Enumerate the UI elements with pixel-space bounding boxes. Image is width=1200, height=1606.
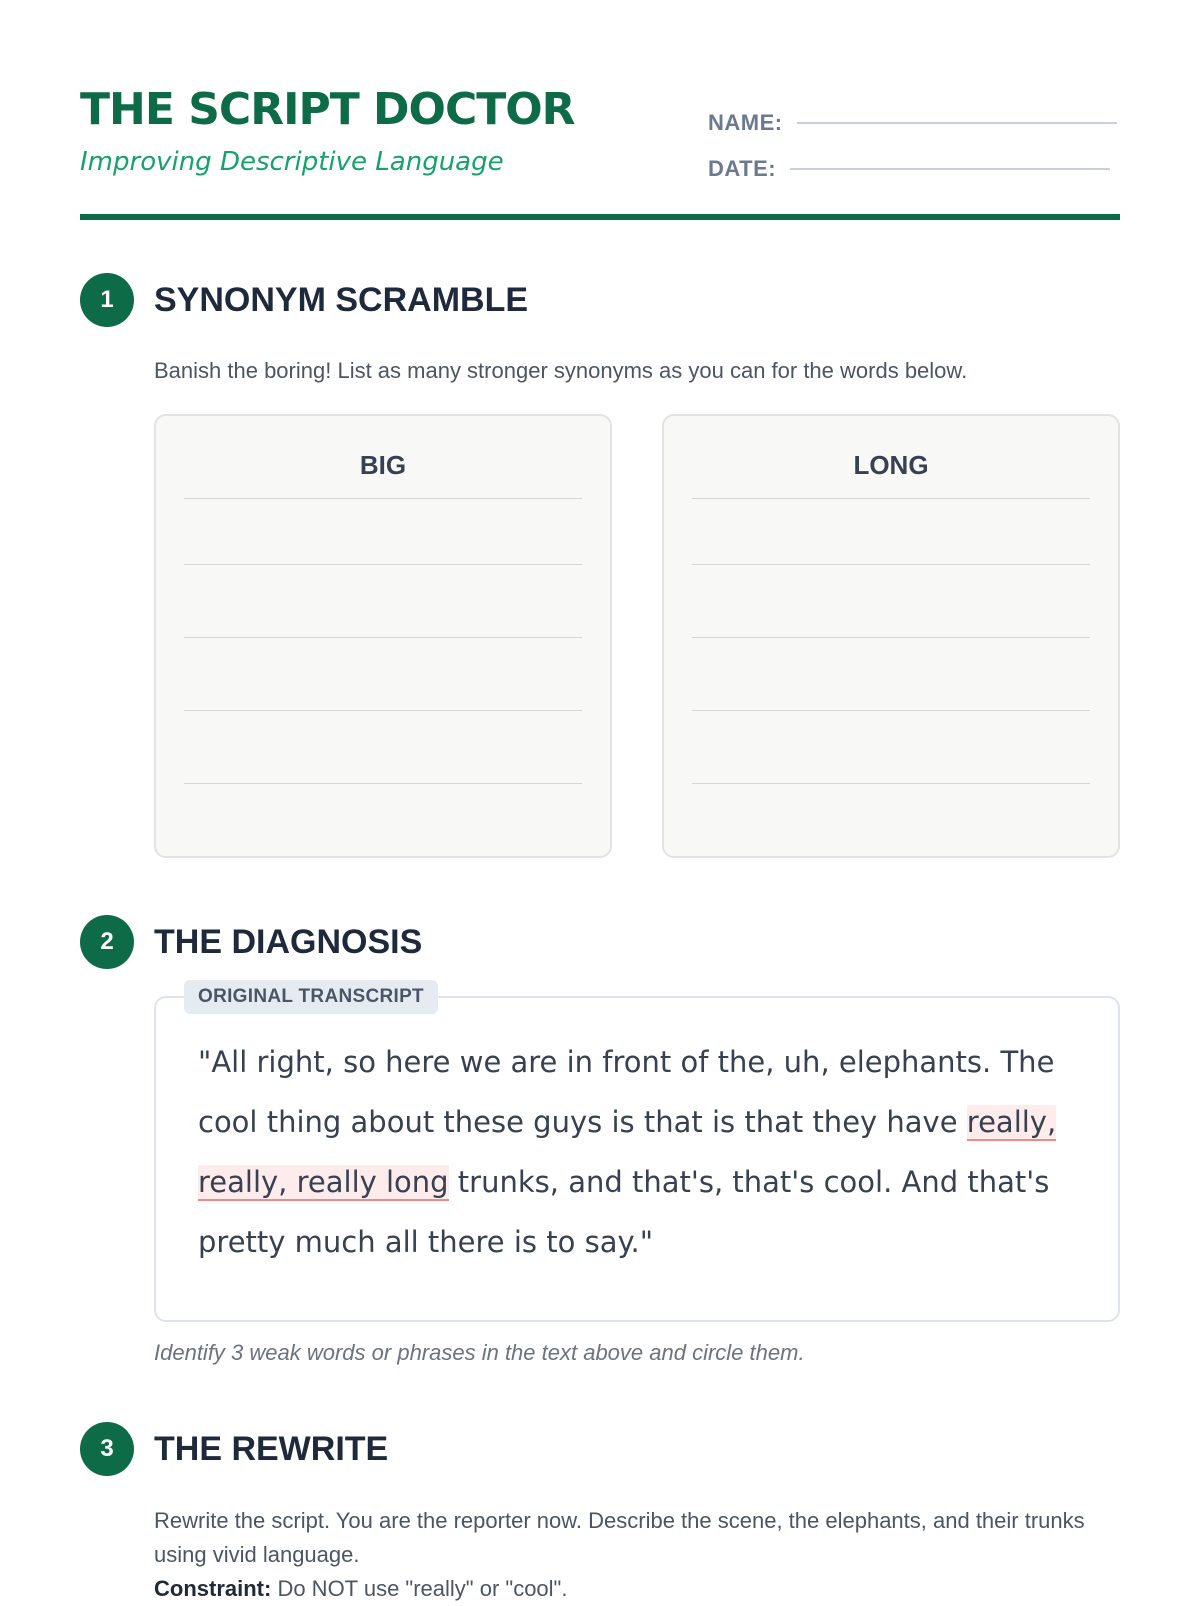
section-1-title: SYNONYM SCRAMBLE bbox=[154, 280, 529, 319]
writing-line bbox=[692, 710, 1090, 711]
synonym-word-long: LONG bbox=[853, 450, 929, 480]
worksheet-header bbox=[80, 80, 1120, 220]
transcript-label: ORIGINAL TRANSCRIPT bbox=[184, 980, 438, 1014]
writing-line bbox=[184, 710, 582, 711]
section-2-heading bbox=[80, 915, 422, 969]
writing-line bbox=[184, 637, 582, 638]
section-3-title: THE REWRITE bbox=[154, 1429, 389, 1468]
rewrite-constraint bbox=[154, 1572, 1120, 1606]
transcript-text-end: trunks, and that's, that's cool. And that's pretty much all there is to say." bbox=[198, 1165, 1050, 1259]
writing-line bbox=[692, 856, 1090, 857]
writing-line bbox=[184, 856, 582, 857]
transcript-text bbox=[198, 1032, 1058, 1272]
name-line bbox=[797, 122, 1117, 124]
constraint-text: Do NOT use "really" or "cool". bbox=[271, 1576, 568, 1601]
transcript-highlight: really, really, really long bbox=[198, 1105, 1057, 1199]
synonym-box-long bbox=[662, 414, 1120, 858]
writing-line bbox=[692, 498, 1090, 499]
worksheet-page bbox=[80, 0, 1120, 1600]
section-1-instruction: Banish the boring! List as many stronger synonyms as you can for the words below. bbox=[154, 358, 968, 383]
writing-line bbox=[692, 783, 1090, 784]
synonym-box-big bbox=[154, 414, 612, 858]
date-label: DATE: bbox=[708, 156, 777, 181]
name-field bbox=[708, 110, 1117, 136]
date-field bbox=[708, 156, 1110, 182]
date-line bbox=[790, 168, 1110, 170]
diagnosis-note: Identify 3 weak words or phrases in the text above and circle them. bbox=[154, 1340, 805, 1365]
worksheet-title: THE SCRIPT DOCTOR bbox=[80, 84, 575, 135]
rewrite-instruction-text: Rewrite the script. You are the reporter now. Describe the scene, the elephants, and their trunks using vivid language. bbox=[154, 1508, 1085, 1567]
writing-line bbox=[184, 498, 582, 499]
section-3-number-badge: 3 bbox=[80, 1422, 134, 1476]
writing-line bbox=[184, 564, 582, 565]
name-label: NAME: bbox=[708, 110, 783, 135]
writing-line bbox=[184, 783, 582, 784]
worksheet-subtitle: Improving Descriptive Language bbox=[80, 147, 504, 177]
section-1-number-badge: 1 bbox=[80, 273, 134, 327]
transcript-box bbox=[154, 986, 1120, 1322]
constraint-label: Constraint: bbox=[154, 1576, 272, 1601]
transcript-text-start: "All right, so here we are in front of the, uh, elephants. The cool thing about these guys is that is that they have bbox=[198, 1045, 1055, 1139]
section-3-heading bbox=[80, 1422, 388, 1476]
section-2-number-badge: 2 bbox=[80, 915, 134, 969]
section-1-heading bbox=[80, 273, 528, 327]
synonym-word-big: BIG bbox=[359, 450, 407, 480]
writing-line bbox=[692, 637, 1090, 638]
section-3-instruction bbox=[154, 1504, 1120, 1606]
header-divider bbox=[80, 214, 1120, 220]
section-2-title: THE DIAGNOSIS bbox=[154, 922, 423, 961]
writing-line bbox=[692, 564, 1090, 565]
